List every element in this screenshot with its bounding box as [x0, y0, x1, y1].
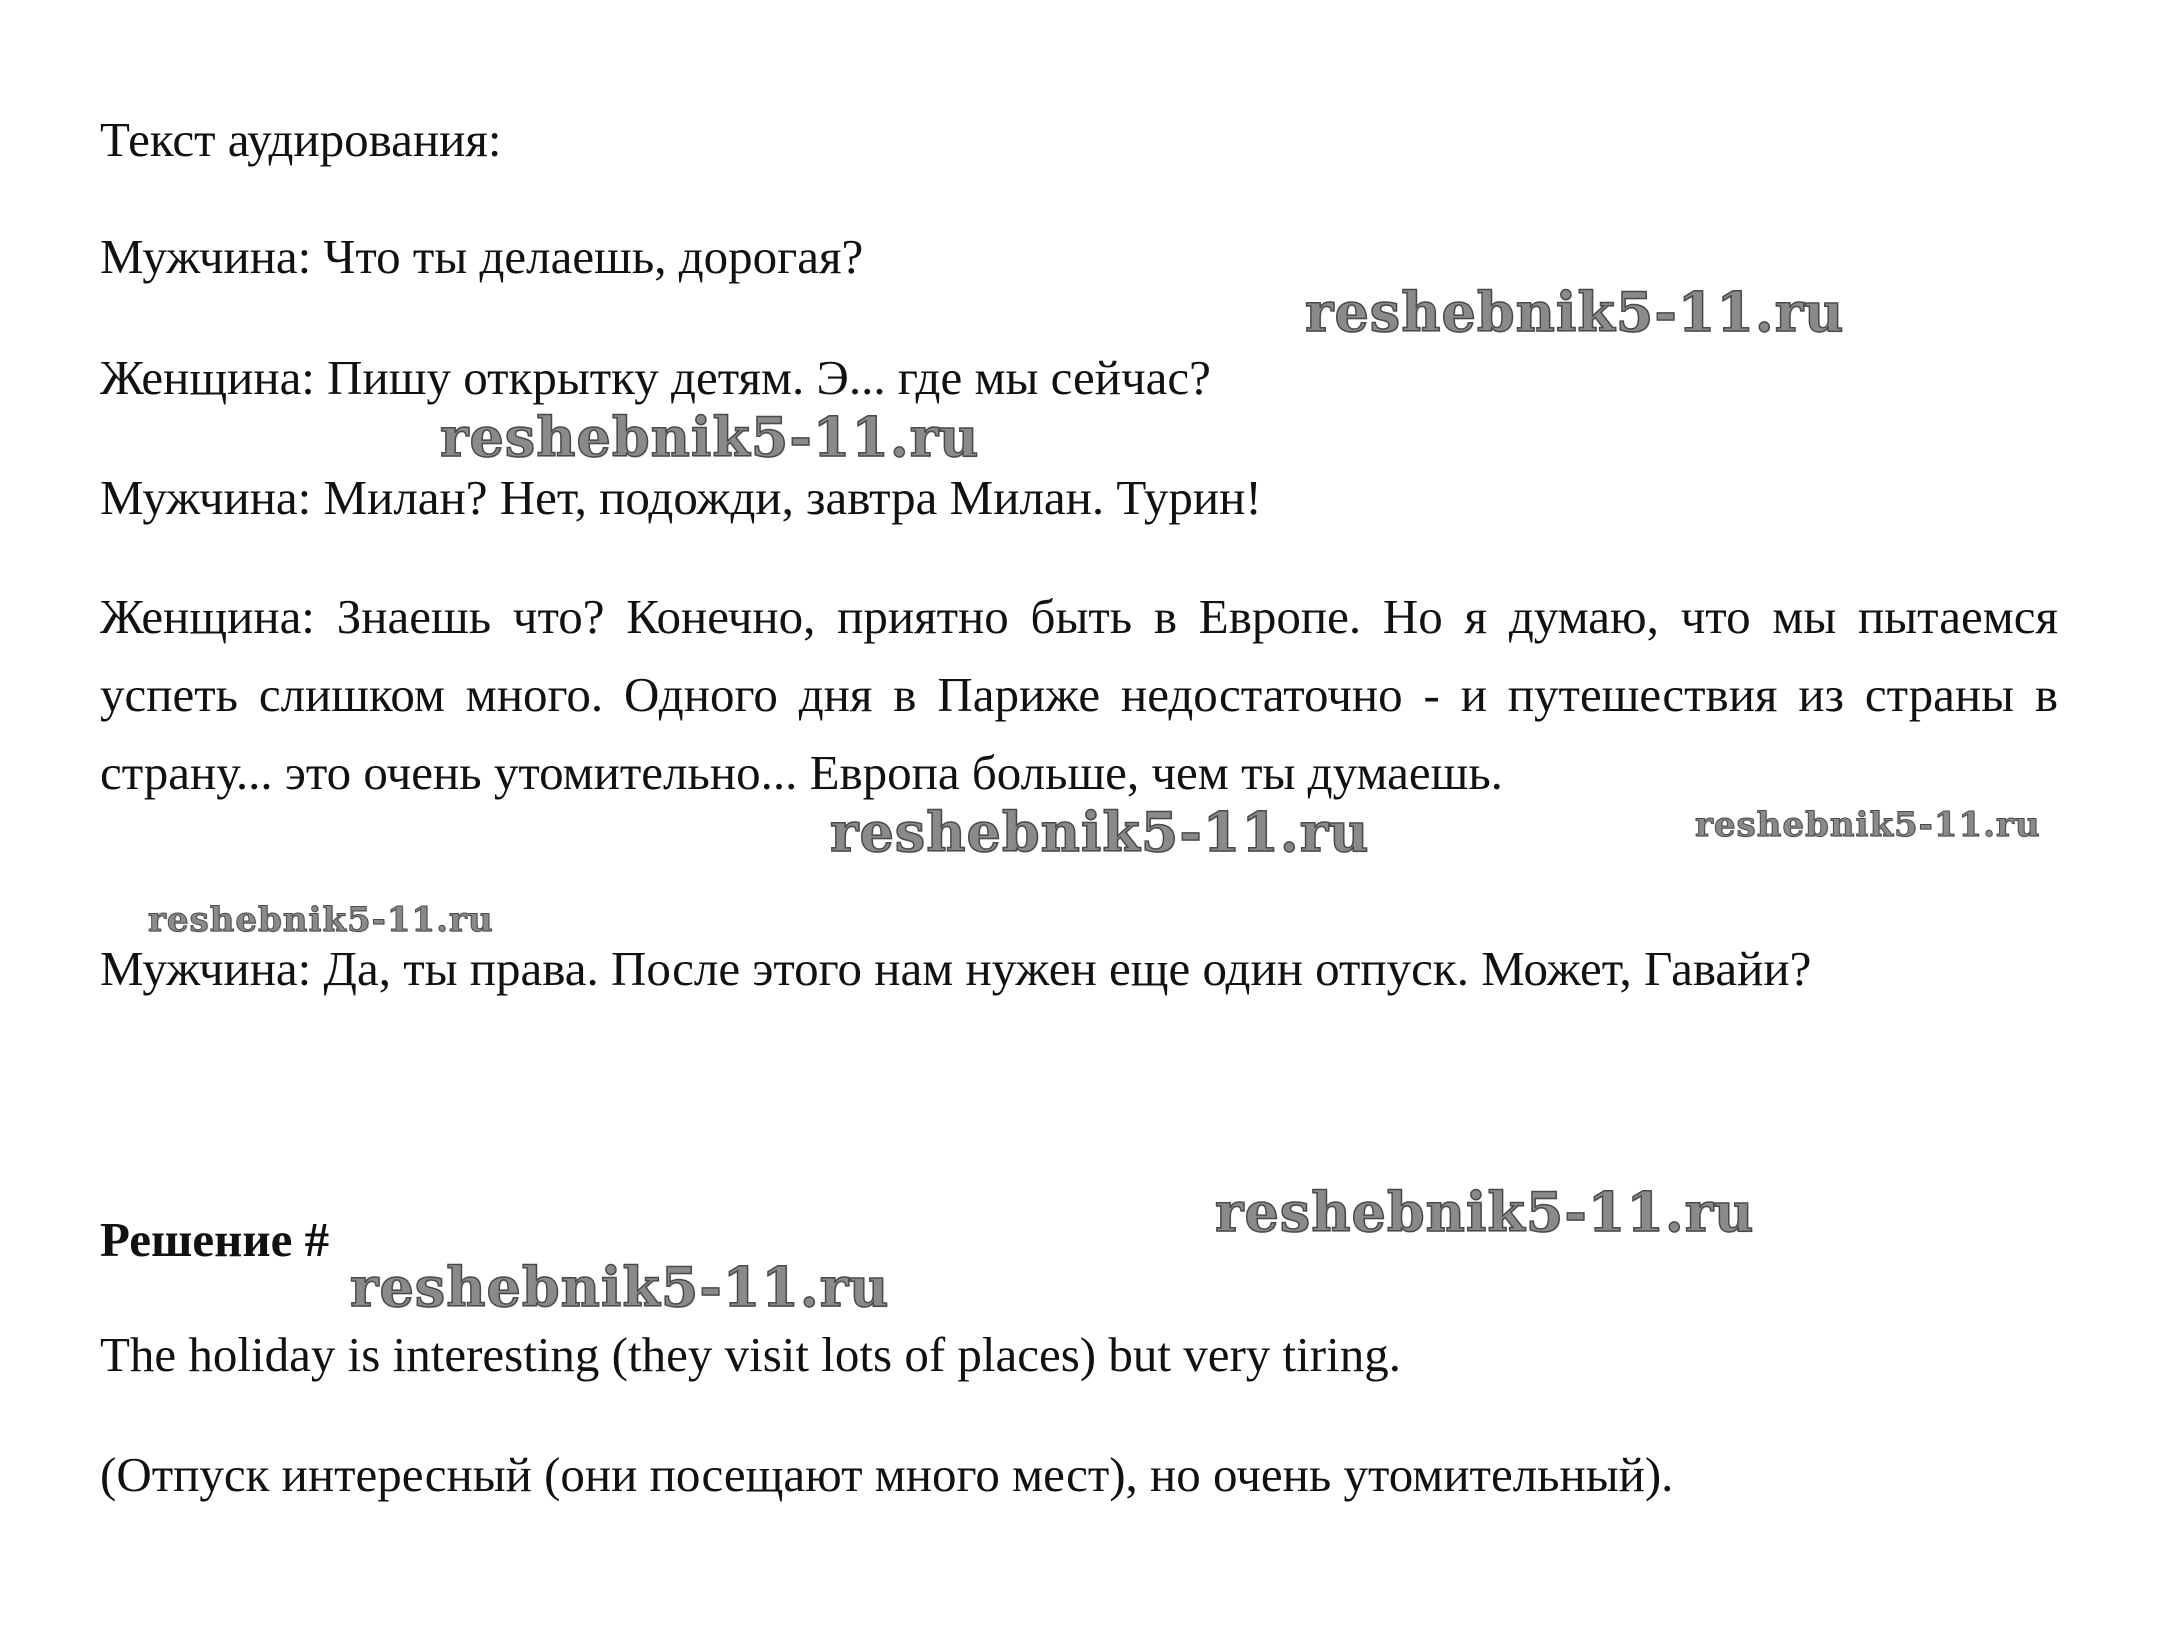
watermark: reshebnik5-11.ru: [1695, 805, 2041, 845]
watermark: reshebnik5-11.ru: [1215, 1180, 1755, 1244]
watermark: reshebnik5-11.ru: [350, 1255, 890, 1319]
dialogue-line-man-1: Мужчина: Что ты делаешь, дорогая?: [100, 229, 864, 284]
dialogue-line-woman-2: Женщина: Знаешь что? Конечно, приятно быть в Европе. Но я думаю, что мы пытаемся успеть слишком много. Одного дня в Париже недостаточно - и путешествия из страны в страну... это очень утомительно... Европа больше, чем ты думаешь.: [100, 589, 2058, 800]
solution-answer-russian: (Отпуск интересный (они посещают много мест), но очень утомительный).: [100, 1447, 1674, 1502]
solution-answer-english: The holiday is interesting (they visit lots of places) but very tiring.: [100, 1327, 1401, 1382]
dialogue-line-man-2: Мужчина: Милан? Нет, подожди, завтра Милан. Турин!: [100, 470, 1262, 525]
dialogue-line-man-3: Мужчина: Да, ты права. После этого нам нужен еще один отпуск. Может, Гавайи?: [100, 941, 1812, 996]
watermark: reshebnik5-11.ru: [440, 405, 980, 469]
watermark: reshebnik5-11.ru: [830, 800, 1370, 864]
watermark: reshebnik5-11.ru: [1305, 280, 1845, 344]
solution-heading: Решение #: [100, 1212, 330, 1267]
watermark: reshebnik5-11.ru: [148, 900, 494, 940]
dialogue-line-woman-1: Женщина: Пишу открытку детям. Э... где мы сейчас?: [100, 350, 1211, 405]
listening-text-title: Текст аудирования:: [100, 112, 502, 167]
